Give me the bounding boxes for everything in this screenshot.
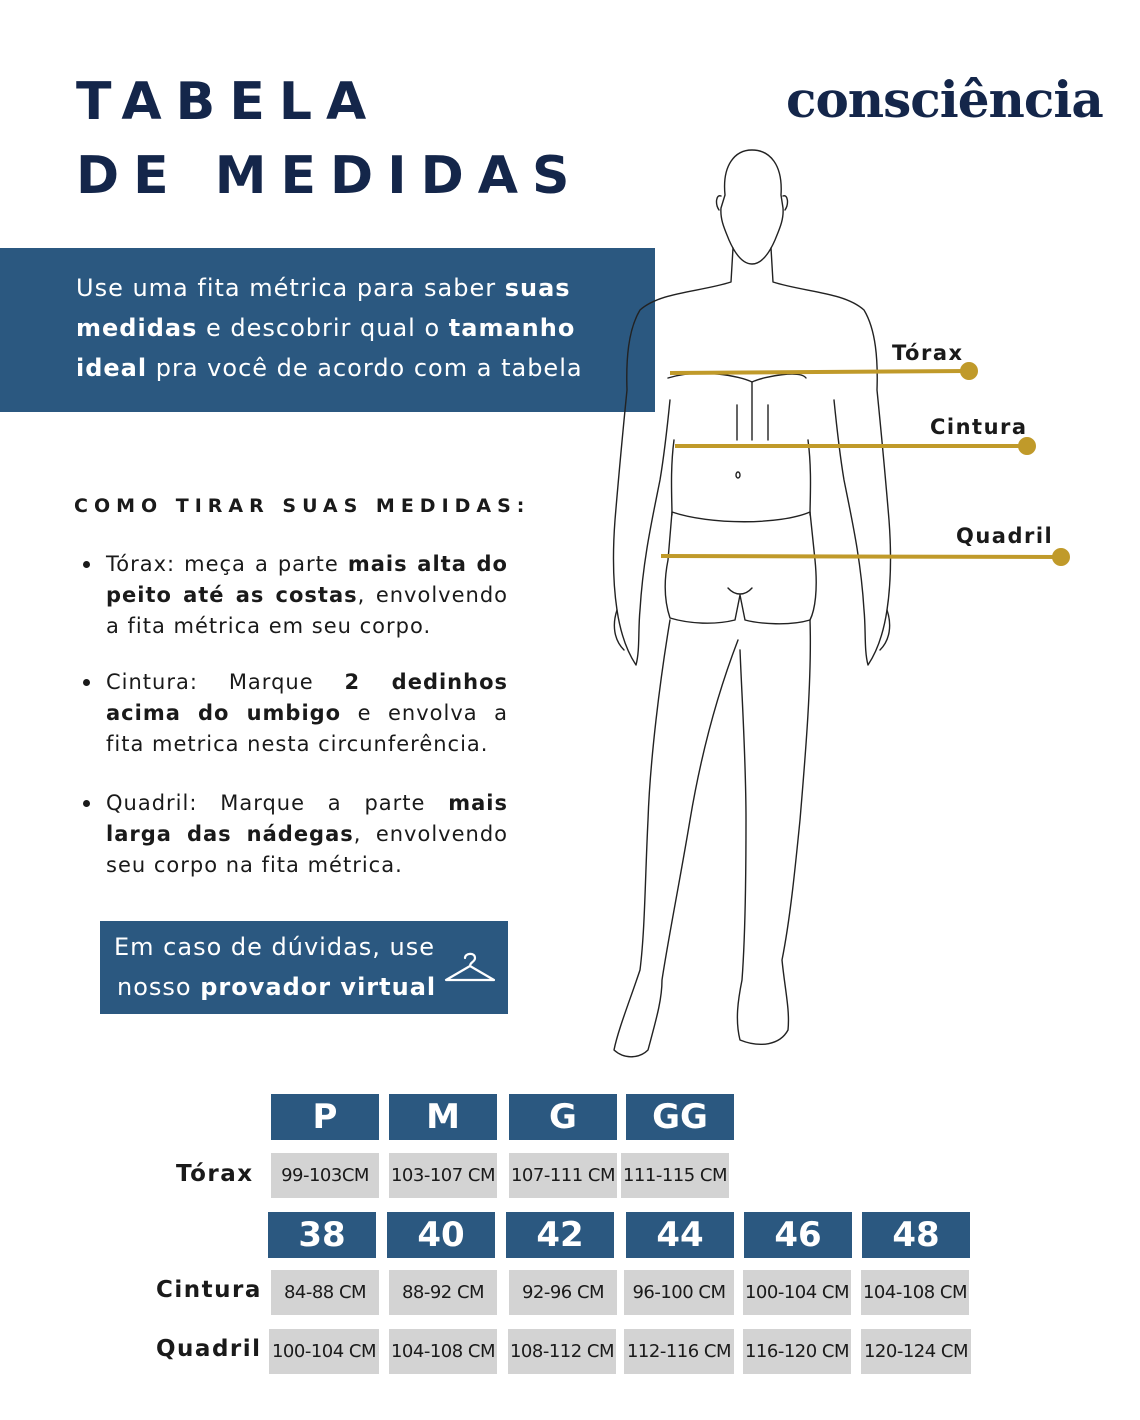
size-header-gg: GG <box>626 1094 734 1140</box>
quadril-value-48: 120-124 CM <box>861 1329 971 1374</box>
hanger-icon <box>443 949 497 985</box>
table-cintura-label: Cintura <box>156 1277 262 1303</box>
table-torax-label: Tórax <box>176 1161 254 1187</box>
cintura-label: Cintura <box>930 415 1028 439</box>
brand-logo: consciência <box>786 70 1103 129</box>
intro-text-bold: suas <box>504 274 571 302</box>
bullet-dot <box>83 679 90 686</box>
intro-text <box>76 268 636 388</box>
torax-value-gg: 111-115 CM <box>621 1153 729 1198</box>
quadril-tape-marker <box>1054 550 1068 564</box>
page-title-line-2: DE MEDIDAS <box>76 146 584 206</box>
instruction-text: Quadril: Marque a parte <box>106 791 449 815</box>
size-header-42: 42 <box>506 1212 614 1258</box>
cta-line-1: Em caso de dúvidas, use <box>114 933 436 961</box>
instruction-text: e envolva a fita metrica nesta circunferência. <box>106 701 508 756</box>
cintura-value-38: 84-88 CM <box>271 1270 379 1315</box>
intro-text-bold: ideal <box>76 354 148 382</box>
size-header-38: 38 <box>268 1212 376 1258</box>
quadril-value-38: 100-104 CM <box>269 1329 379 1374</box>
cta-line-2-prefix: nosso <box>117 973 201 1001</box>
intro-text-bold: medidas <box>76 314 198 342</box>
cintura-value-40: 88-92 CM <box>389 1270 497 1315</box>
intro-banner <box>0 248 655 412</box>
intro-text-part: Use uma fita métrica para saber <box>76 274 505 302</box>
torax-value-m: 103-107 CM <box>389 1153 497 1198</box>
cintura-value-42: 92-96 CM <box>509 1270 617 1315</box>
size-header-48: 48 <box>862 1212 970 1258</box>
page-title-line-1: TABELA <box>76 72 381 132</box>
torax-tape-marker <box>962 364 976 378</box>
intro-text-part: e descobrir qual o <box>197 314 449 342</box>
cta-text <box>114 927 436 1007</box>
intro-text-part: pra você de acordo com a tabela <box>147 354 583 382</box>
torax-label: Tórax <box>892 341 964 365</box>
quadril-value-40: 104-108 CM <box>389 1329 497 1374</box>
bullet-dot <box>83 561 90 568</box>
instruction-bold: 2 dedinhos acima do umbigo <box>106 670 509 725</box>
cintura-value-48: 104-108 CM <box>861 1270 969 1315</box>
quadril-label: Quadril <box>956 524 1054 548</box>
instruction-text: Tórax: meça a parte <box>106 552 348 576</box>
torax-value-g: 107-111 CM <box>509 1153 617 1198</box>
how-to-title: COMO TIRAR SUAS MEDIDAS: <box>74 495 531 517</box>
size-header-p: P <box>271 1094 379 1140</box>
intro-text-bold: tamanho <box>448 314 576 342</box>
size-header-g: G <box>509 1094 617 1140</box>
quadril-value-42: 108-112 CM <box>508 1329 616 1374</box>
bullet-dot <box>83 800 90 807</box>
instruction-text: , envolvendo seu corpo na fita métrica. <box>106 822 508 877</box>
cintura-value-44: 96-100 CM <box>624 1270 734 1315</box>
virtual-fitting-room-button[interactable] <box>100 921 508 1014</box>
torax-tape-line <box>670 371 968 373</box>
quadril-instruction <box>106 788 508 881</box>
instruction-text: , envolvendo a fita métrica em seu corpo. <box>106 583 508 638</box>
size-header-m: M <box>389 1094 497 1140</box>
torax-value-p: 99-103CM <box>271 1153 379 1198</box>
cintura-value-46: 100-104 CM <box>743 1270 851 1315</box>
size-header-46: 46 <box>744 1212 852 1258</box>
body-figure-illustration <box>600 140 1080 1070</box>
table-quadril-label: Quadril <box>156 1336 262 1362</box>
cintura-instruction <box>106 667 508 760</box>
torax-instruction <box>106 549 508 642</box>
quadril-value-46: 116-120 CM <box>743 1329 851 1374</box>
size-header-40: 40 <box>387 1212 495 1258</box>
cta-line-2-bold: provador virtual <box>200 973 437 1001</box>
quadril-value-44: 112-116 CM <box>624 1329 734 1374</box>
cintura-tape-marker <box>1020 439 1034 453</box>
instruction-bold: mais alta do peito até as costas <box>106 552 508 607</box>
instruction-text: Cintura: Marque <box>106 670 345 694</box>
instruction-bold: mais larga das nádegas <box>106 791 508 846</box>
size-header-44: 44 <box>626 1212 734 1258</box>
quadril-tape-line <box>661 556 1060 557</box>
